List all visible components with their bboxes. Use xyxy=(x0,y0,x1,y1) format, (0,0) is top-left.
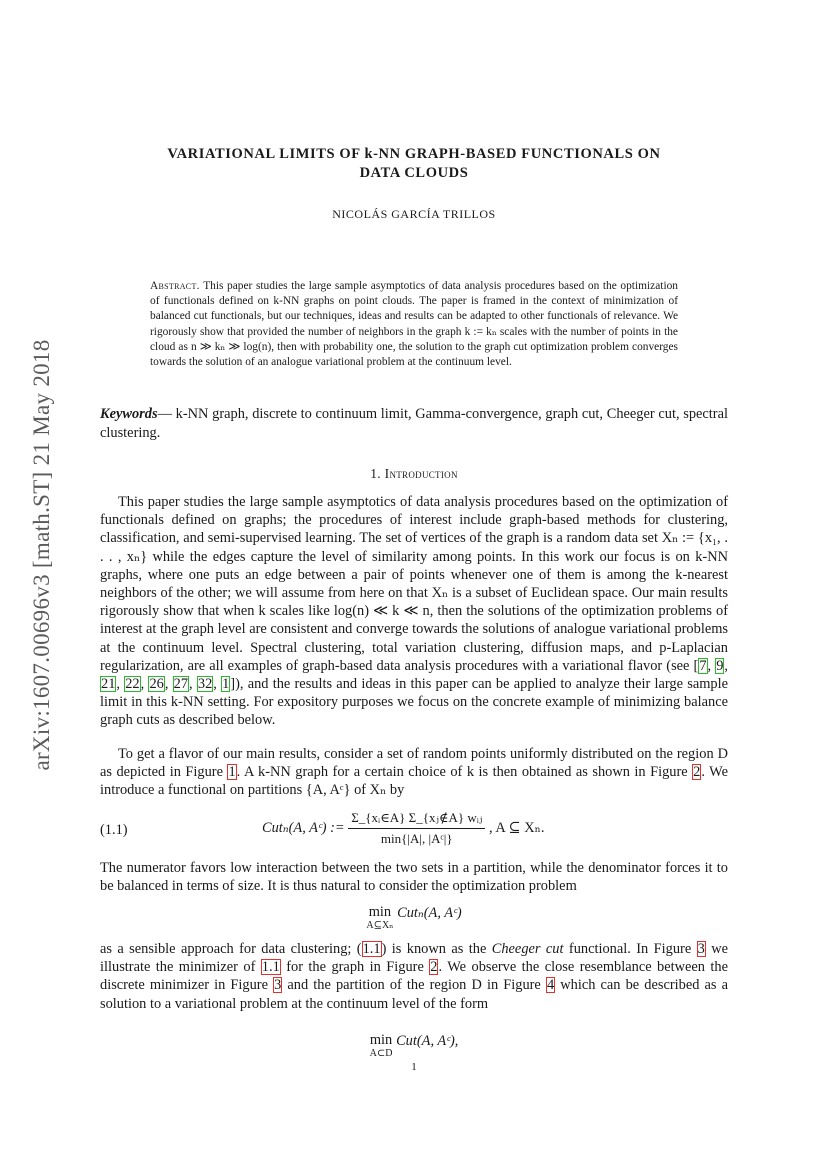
intro-paragraph-1: This paper studies the large sample asymptotics of data analysis procedures based on the optimization of functionals defined on graphs; the procedures of interest include graph-based methods for clustering, classification, and semi-supervised learning. The set of vertices of the graph is a random data set Xₙ := {x₁, . . . , xₙ} while the edges capture the level of similarity among points. In this work our focus is on k-NN graphs, where one puts an edge between a pair of points whenever one of them is among the k-nearest neighbors of the other; we will assume from here on that Xₙ is a subset of Euclidean space. Our main results rigorously show that when k scales like log(n) ≪ k ≪ n, then the solutions of the optimization problems of interest at the graph level are consistent and converge towards the solutions of analogue variational problems at the continuum level. Spectral clustering, total variation clustering, diffusion maps, and p-Laplacian regularization, are all examples of graph-based data analysis procedures with a variational flavor (see [7, 9, 21, 22, 26, 27, 32, 1]), and the results and ideas in this paper can be applied to analyze their large sample limit in this k-NN setting. For expository purposes we focus on the concrete example of minimizing balance graph cuts as described below. xyxy=(100,494,728,729)
author-name: NICOLÁS GARCÍA TRILLOS xyxy=(332,207,496,221)
citation-link[interactable]: 1 xyxy=(222,676,230,693)
figure-link[interactable]: 4 xyxy=(546,977,555,994)
equation-number: (1.1) xyxy=(100,822,128,838)
citation-link[interactable]: 7 xyxy=(699,657,707,674)
emphasis-term: Cheeger cut xyxy=(491,941,564,957)
equation-link[interactable]: 1.1 xyxy=(261,959,280,976)
title-line-1: VARIATIONAL LIMITS OF k-NN GRAPH-BASED FUNCTIONALS ON xyxy=(167,146,661,162)
figure-link[interactable]: 3 xyxy=(274,977,282,994)
equation-link[interactable]: 1.1 xyxy=(362,941,381,957)
paper-title xyxy=(100,145,728,183)
paragraph-4: as a sensible approach for data clustering; (1.1) is known as the Cheeger cut functional. In Figure 3 we illustrate the minimizer of 1.1 for the graph in Figure 2. We observe the close resemblance between the discrete minimizer in Figure 3 and the partition of the region D in Figure 4 which can be described as a solution to a variational problem at the continuum level of the form xyxy=(100,941,729,1012)
keywords-text: — k-NN graph, discrete to continuum limit, Gamma-convergence, graph cut, Cheeger cut, spectral clustering. xyxy=(100,406,728,441)
equation-body xyxy=(262,810,544,847)
display-equation-body: Cutₙ(A, Aᶜ) xyxy=(397,905,462,921)
arxiv-identifier: arXiv:1607.00696v3 [math.ST] 21 May 2018 xyxy=(29,339,54,771)
citation-link[interactable]: 21 xyxy=(101,676,116,693)
paragraph-3: The numerator favors low interaction between the two sets in a partition, while the denominator forces it to be balanced in terms of size. It is thus natural to consider the optimization problem xyxy=(100,860,728,895)
abstract xyxy=(150,279,678,370)
equation-condition: , A ⊆ Xₙ. xyxy=(488,819,545,836)
citation-link[interactable]: 9 xyxy=(716,657,724,674)
figure-link[interactable]: 2 xyxy=(430,959,438,976)
display-equation-2 xyxy=(100,1033,728,1059)
citation-link[interactable]: 26 xyxy=(149,676,164,693)
equation-denominator: min{|A|, |Aᶜ|} xyxy=(380,831,453,846)
title-line-2: DATA CLOUDS xyxy=(359,165,469,181)
equation-lhs: Cutₙ(A, Aᶜ) := xyxy=(262,819,345,836)
equation-numerator: Σ_{xᵢ∈A} Σ_{xⱼ∉A} wᵢⱼ xyxy=(348,810,485,829)
equation-1-1 xyxy=(100,810,728,854)
display-equation-1 xyxy=(100,905,728,931)
section-heading: 1. Introduction xyxy=(370,466,458,481)
page-number: 1 xyxy=(411,1061,417,1073)
keywords-label: Keywords xyxy=(100,406,158,422)
abstract-text: This paper studies the large sample asymptotics of data analysis procedures based on the optimization of functionals defined on k-NN graphs on point clouds. The paper is framed in the context of minimization of balanced cut functionals, but our techniques, ideas and results can be adapted to other functionals of relevance. We rigorously show that provided the number of neighbors in the graph k := kₙ scales with the number of points in the cloud as n ≫ kₙ ≫ log(n), then with probability one, the solution to the graph cut optimization problem converges towards the solution of an analogue variational problem at the continuum level. xyxy=(150,280,678,369)
equation-fraction xyxy=(348,810,485,847)
citation-link[interactable]: 32 xyxy=(197,676,213,693)
figure-link[interactable]: 2 xyxy=(693,764,701,781)
display-equation-body: Cut(A, Aᶜ), xyxy=(396,1033,459,1049)
citation-link[interactable]: 27 xyxy=(173,676,189,693)
keywords xyxy=(100,405,728,443)
figure-link[interactable]: 1 xyxy=(228,764,236,781)
figure-link[interactable]: 3 xyxy=(697,941,705,957)
min-operator: min A⊆Xₙ xyxy=(366,904,394,931)
citation-link[interactable]: 22 xyxy=(125,676,140,693)
intro-paragraph-2: To get a flavor of our main results, consider a set of random points uniformly distributed on the region D as depicted in Figure 1. A k-NN graph for a certain choice of k is then obtained as shown in Figure 2. We introduce a functional on partitions {A, Aᶜ} of Xₙ by xyxy=(100,746,728,799)
abstract-label: Abstract. xyxy=(150,280,200,292)
min-operator: min A⊂D xyxy=(369,1032,393,1059)
